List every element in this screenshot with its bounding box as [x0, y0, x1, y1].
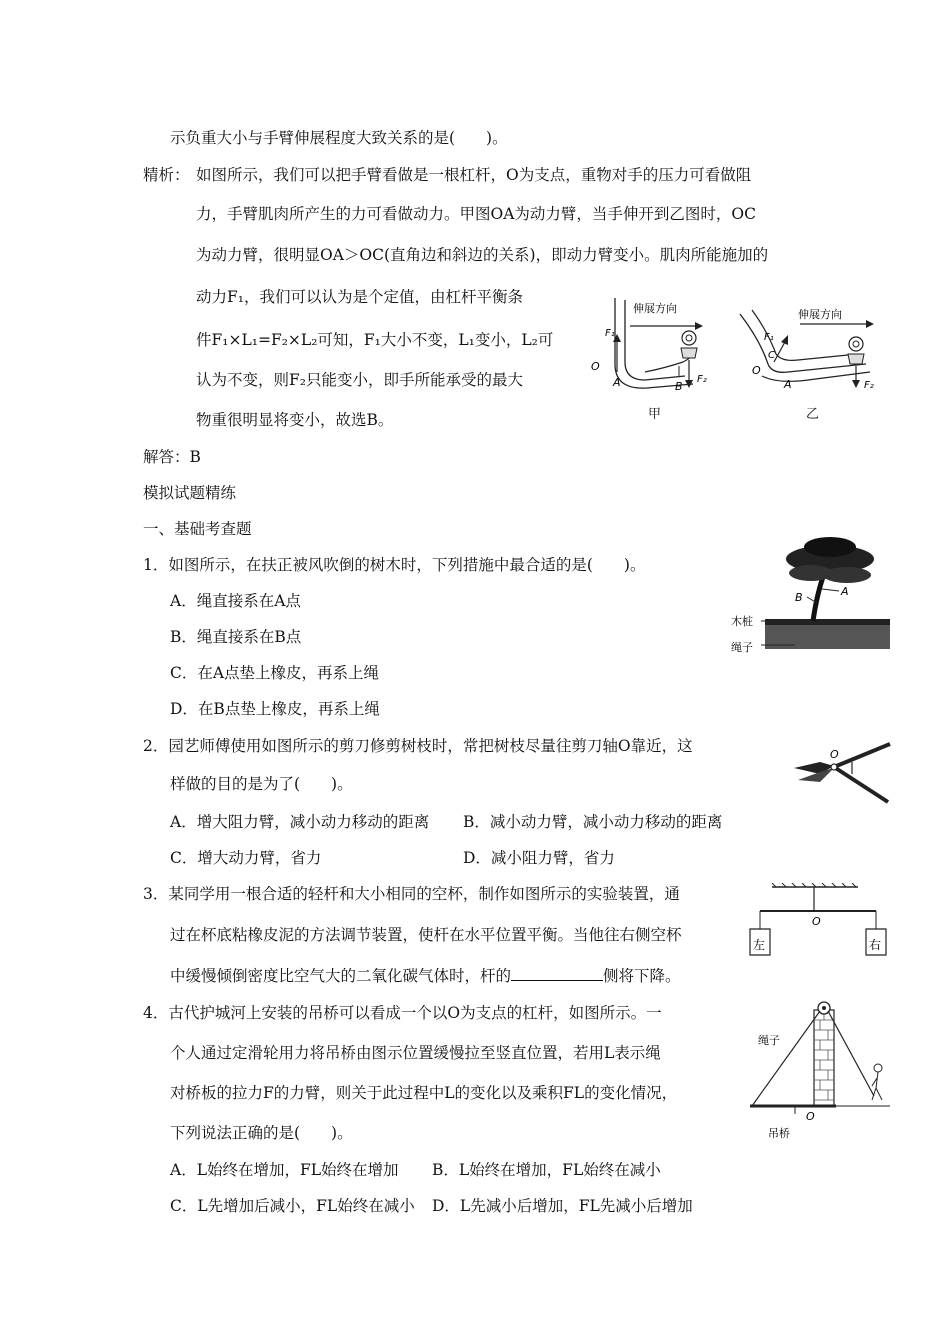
bridge-label: 吊桥 [768, 1127, 790, 1140]
direction-label: 伸展方向 [798, 308, 842, 321]
analysis-line: 力，手臂肌肉所产生的力可看做动力。甲图OA为动力臂，当手伸开到乙图时，OC [196, 205, 756, 223]
f2-label: F₂ [697, 374, 707, 385]
tree-a-label: A [841, 585, 849, 598]
q4-stem: 个人通过定滑轮用力将吊桥由图示位置缓慢拉至竖直位置，若用L表示绳 [170, 1044, 661, 1062]
o-label: O [591, 360, 600, 373]
section-title: 模拟试题精练 [143, 484, 237, 502]
q2-stem: 样做的目的是为了( )。 [170, 775, 353, 793]
b-label: B [675, 380, 683, 393]
a-label: A [613, 376, 621, 389]
arm-figure-jia [585, 292, 720, 397]
q1-stem: 1．如图所示，在扶正被风吹倒的树木时，下列措施中最合适的是( )。 [143, 556, 646, 574]
q4-option-c: C．L先增加后减小，FL始终在减小 [170, 1197, 415, 1215]
q2-option-d: D．减小阻力臂，省力 [463, 849, 615, 867]
balance-figure [740, 883, 900, 963]
q2-option-b: B．减小动力臂，减小动力移动的距离 [463, 813, 723, 831]
scissors-o-label: O [830, 748, 839, 761]
q4-stem: 对桥板的拉力F的力臂，则关于此过程中L的变化以及乘积FL的变化情况， [170, 1084, 678, 1102]
left-cup-label: 左 [753, 938, 766, 952]
figure-caption-yi: 乙 [806, 407, 820, 422]
q1-option: D．在B点垫上橡皮，再系上绳 [170, 700, 380, 718]
rope-label: 绳子 [731, 641, 753, 654]
q4-option-b: B．L始终在增加，FL始终在减小 [432, 1161, 661, 1179]
stake-label: 木桩 [731, 615, 753, 628]
a-label: A [784, 378, 792, 391]
rope-label: 绳子 [758, 1034, 780, 1047]
figure-caption-jia: 甲 [648, 407, 662, 422]
f2-label: F₂ [864, 380, 874, 391]
balance-o-label: O [812, 915, 821, 928]
q2-stem: 2．园艺师傅使用如图所示的剪刀修剪树枝时，常把树枝尽量往剪刀轴O靠近，这 [143, 737, 693, 755]
analysis-line: 动力F₁，我们可以认为是个定值，由杠杆平衡条 [196, 288, 523, 306]
q2-option-a: A．增大阻力臂，减小动力移动的距离 [170, 813, 430, 831]
analysis-label: 精析： [143, 166, 190, 184]
q1-option: C．在A点垫上橡皮，再系上绳 [170, 664, 380, 682]
q3-stem: 过在杯底粘橡皮泥的方法调节装置，使杆在水平位置平衡。当他往右侧空杯 [170, 926, 682, 944]
intro-line: 示负重大小与手臂伸展程度大致关系的是( )。 [170, 129, 508, 147]
drawbridge-figure [750, 996, 900, 1144]
f1-label: F₁ [605, 328, 615, 339]
direction-label: 伸展方向 [633, 302, 677, 315]
analysis-line: 认为不变，则F₂只能变小，即手所能承受的最大 [196, 371, 523, 389]
q1-option: B．绳直接系在B点 [170, 628, 302, 646]
arm-figure-yi [738, 292, 888, 397]
tree-b-label: B [795, 591, 803, 604]
q3-stem-part: 侧将下降。 [603, 967, 681, 985]
scissors-figure [790, 740, 895, 810]
analysis-line: 件F₁×L₁=F₂×L₂可知，F₁大小不变，L₁变小，L₂可 [196, 331, 554, 349]
q3-stem-part: 中缓慢倾倒密度比空气大的二氧化碳气体时，杆的 [170, 967, 512, 985]
q4-stem: 下列说法正确的是( )。 [170, 1124, 353, 1142]
q4-option-d: D．L先减小后增加，FL先减小后增加 [432, 1197, 693, 1215]
q4-option-a: A．L始终在增加，FL始终在增加 [170, 1161, 399, 1179]
answer-line: 解答：B [143, 448, 201, 466]
tree-figure [725, 533, 890, 663]
q4-stem: 4．古代护城河上安装的吊桥可以看成一个以O为支点的杠杆，如图所示。一 [143, 1004, 662, 1022]
q1-option: A．绳直接系在A点 [170, 592, 301, 610]
analysis-line: 为动力臂，很明显OA＞OC(直角边和斜边的关系)，即动力臂变小。肌肉所能施加的 [196, 246, 769, 264]
q3-stem-line3 [170, 966, 681, 986]
analysis-line: 物重很明显将变小，故选B。 [196, 411, 394, 429]
o-label: O [752, 364, 761, 377]
answer-blank[interactable] [511, 966, 603, 981]
q2-option-c: C．增大动力臂，省力 [170, 849, 322, 867]
f1-label: F₁ [764, 332, 774, 343]
c-label: C [768, 350, 775, 361]
subsection-title: 一、基础考查题 [143, 520, 252, 538]
right-cup-label: 右 [869, 938, 882, 952]
bridge-o-label: O [806, 1110, 815, 1123]
analysis-line: 如图所示，我们可以把手臂看做是一根杠杆，O为支点，重物对手的压力可看做阻 [196, 166, 752, 184]
q3-stem: 3．某同学用一根合适的轻杆和大小相同的空杯，制作如图所示的实验装置，通 [143, 885, 680, 903]
